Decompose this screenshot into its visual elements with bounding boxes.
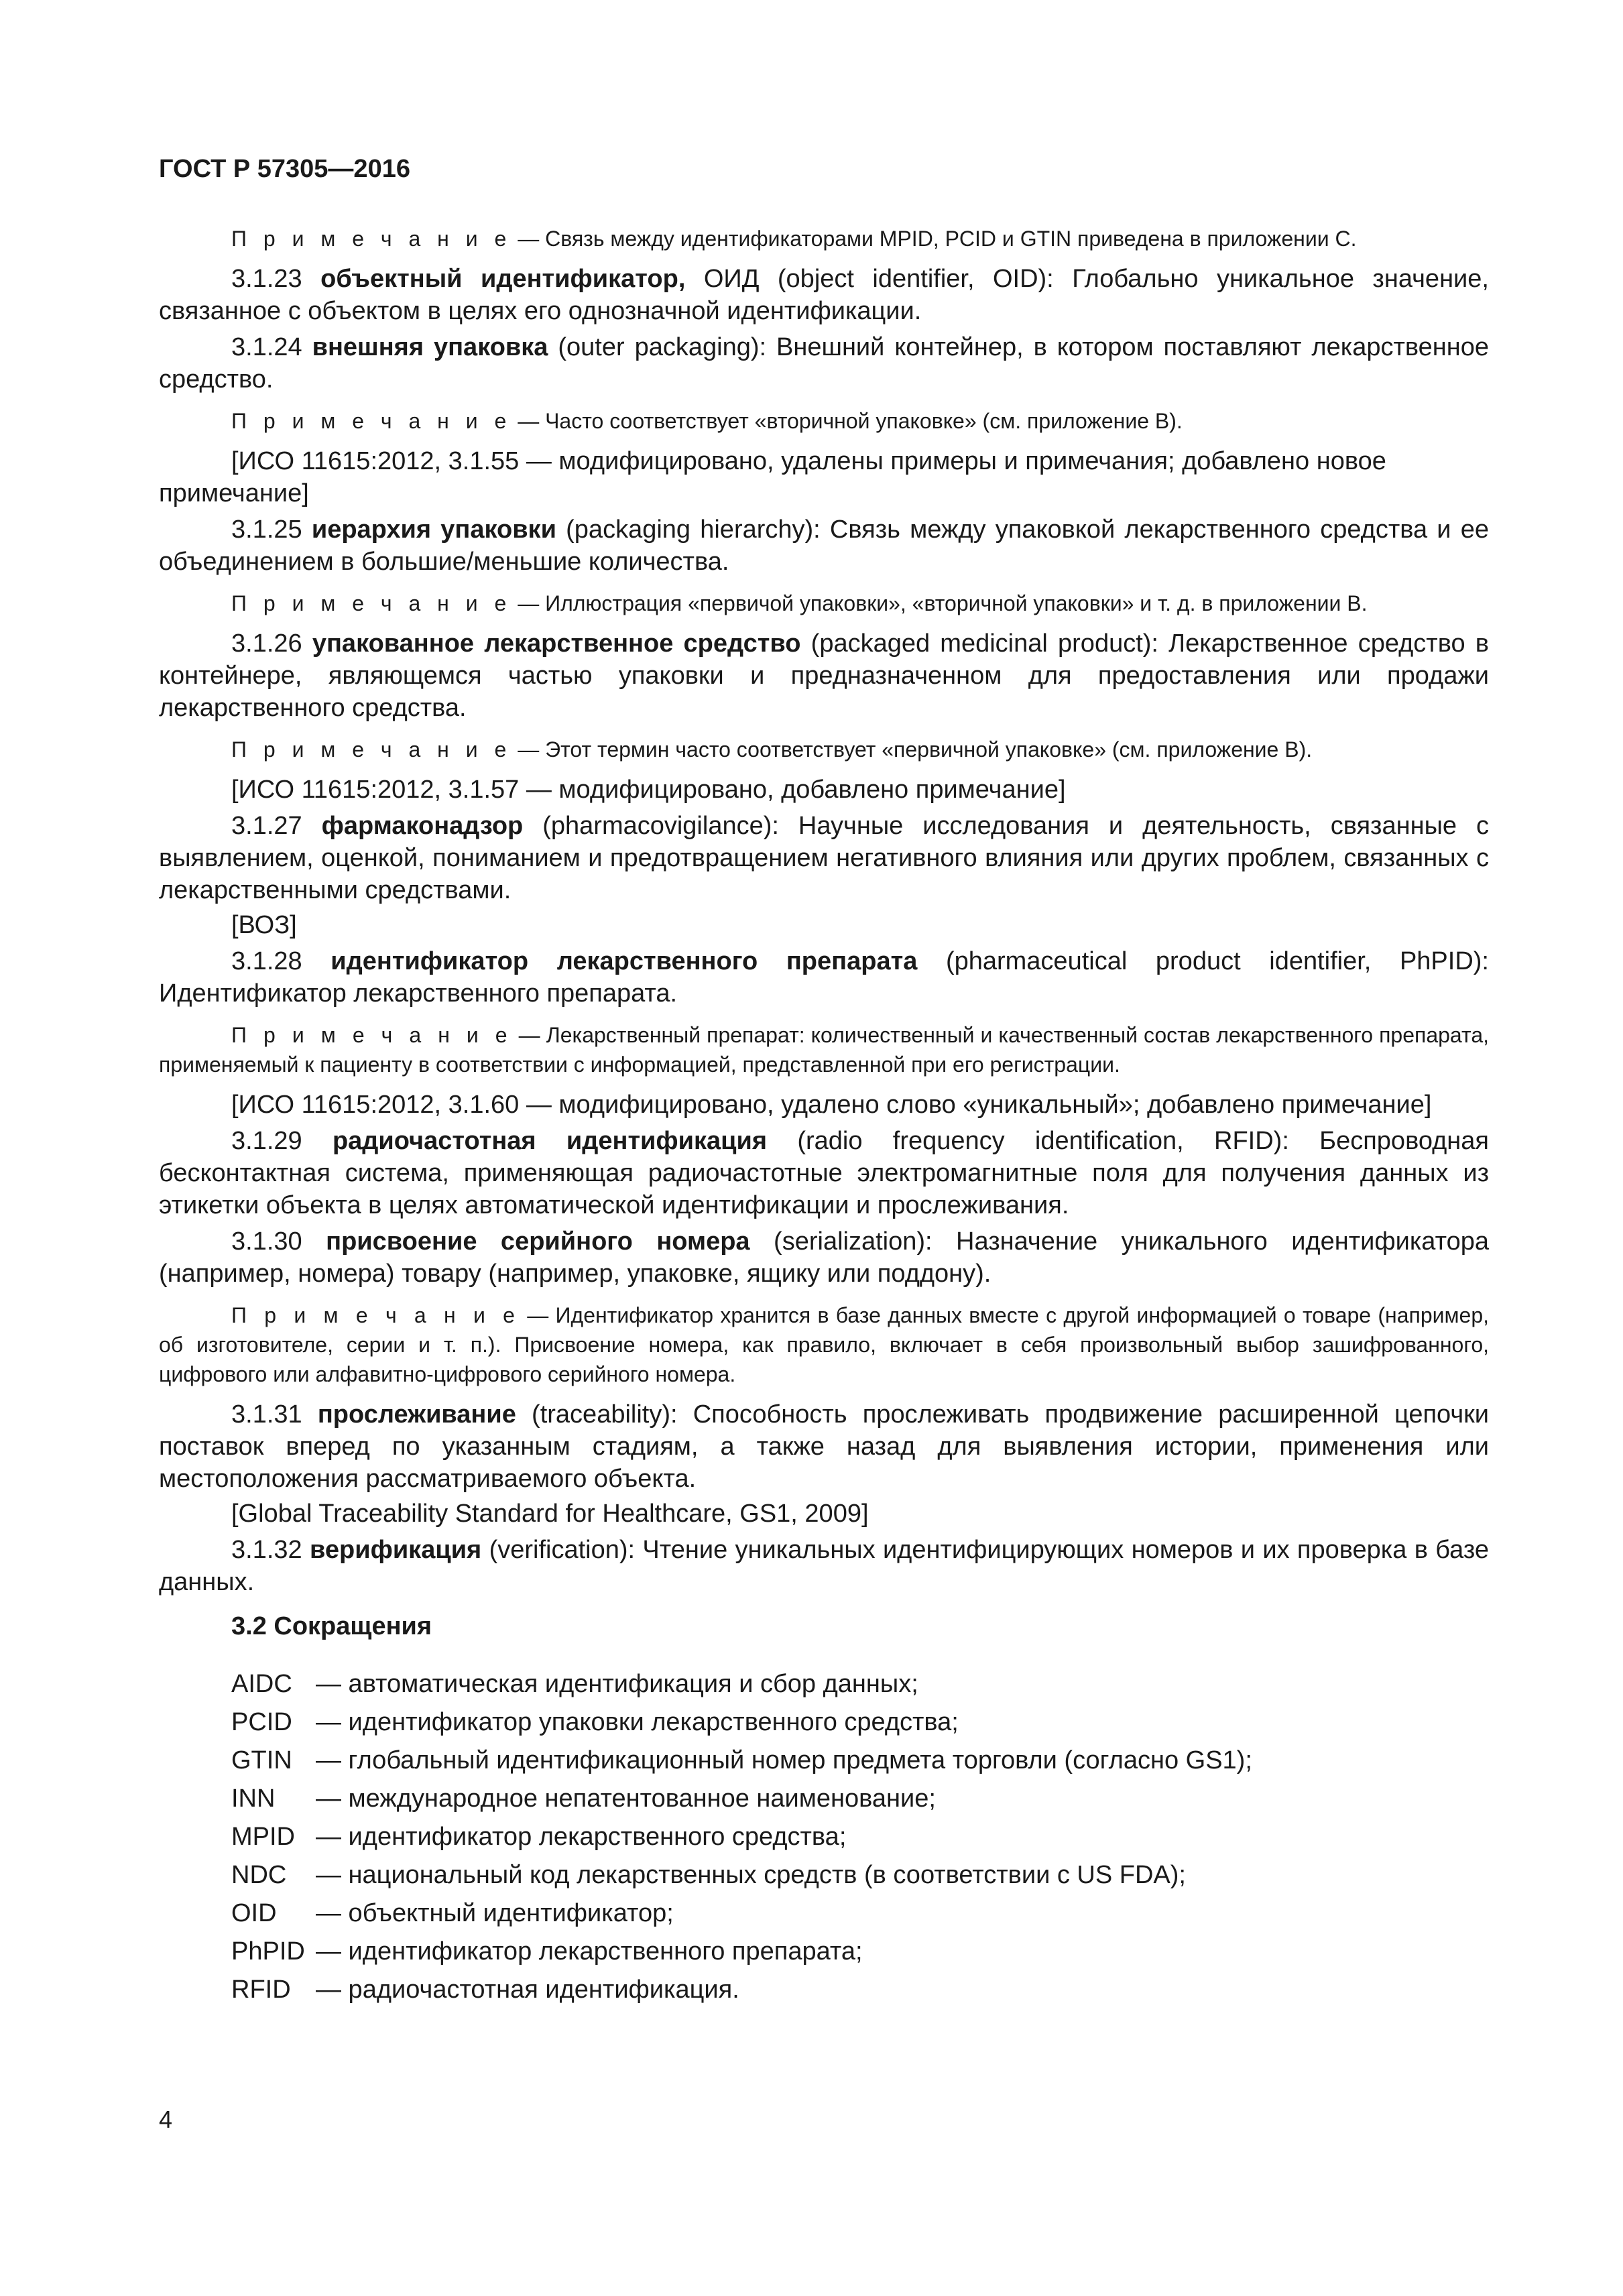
abbreviation-code: INN — [231, 1785, 276, 1813]
source-reference: [ИСО 11615:2012, 3.1.60 — модифицировано, удалено слово «уникальный»; добавлено примечание] — [231, 1091, 1432, 1119]
term-definition: (pharmaceutical product identifier, PhPID): Идентификатор лекарственного препарата. — [159, 947, 1489, 1008]
term-3-1-25 — [159, 513, 1489, 578]
abbreviation-code: AIDC — [231, 1670, 292, 1698]
term-name: упакованное лекарственное средство — [312, 629, 801, 658]
note-text: — Часто соответствует «вторичной упаковке» (см. приложение В). — [518, 409, 1183, 433]
abbreviation-code: RFID — [231, 1976, 291, 2004]
term-3-1-31 — [159, 1398, 1489, 1495]
term-definition: (packaging hierarchy): Связь между упаковкой лекарственного средства и ее объединением в большие/меньшие количества. — [159, 516, 1489, 576]
term-number: 3.1.31 — [231, 1400, 318, 1429]
term-3-1-32 — [159, 1534, 1489, 1598]
term-definition: ОИД (object identifier, OID): Глобально уникальное значение, связанное с объектом в целях его однозначной идентификации. — [159, 265, 1489, 325]
term-name: прослеживание — [317, 1400, 516, 1429]
note-label: П р и м е ч а н и е — [231, 409, 512, 433]
abbreviation-item — [231, 1742, 1489, 1780]
term-number: 3.1.28 — [231, 947, 331, 975]
term-number: 3.1.30 — [231, 1227, 326, 1256]
abbreviation-item — [231, 1894, 1489, 1933]
term-definition: (verification): Чтение уникальных идентифицирующих номеров и их проверка в базе данных. — [159, 1536, 1489, 1596]
term-name: внешняя упаковка — [312, 333, 548, 361]
term-number: 3.1.24 — [231, 333, 312, 361]
abbreviation-code: PCID — [231, 1708, 292, 1736]
abbreviation-code: PhPID — [231, 1937, 305, 1966]
term-3-1-23 — [159, 263, 1489, 327]
abbreviation-description: — идентификатор лекарственного препарата; — [316, 1937, 863, 1966]
abbreviation-item — [231, 1933, 1489, 1971]
abbreviation-description: — идентификатор лекарственного средства; — [316, 1823, 847, 1851]
document-header: ГОСТ Р 57305—2016 — [159, 155, 410, 183]
note-text: — Лекарственный препарат: количественный и качественный состав лекарственного препарата, применяемый к пациенту в соответствии с информацией, представленной при его регистрации. — [159, 1023, 1490, 1077]
term-3-1-26 — [159, 627, 1489, 724]
note — [159, 1301, 1489, 1389]
term-3-1-30 — [159, 1225, 1489, 1290]
note — [159, 406, 1489, 436]
term-definition: (pharmacovigilance): Научные исследования и деятельность, связанные с выявлением, оценкой, пониманием и предотвращением негативного влияния или других проблем, связанных с лекарственными средствами. — [159, 812, 1489, 904]
term-name: иерархия упаковки — [311, 516, 556, 544]
term-3-1-27 — [159, 810, 1489, 906]
source-reference: [ИСО 11615:2012, 3.1.57 — модифицировано, добавлено примечание] — [231, 776, 1066, 804]
term-name: идентификатор лекарственного препарата — [330, 947, 918, 975]
note-label: П р и м е ч а н и е — [231, 737, 512, 762]
abbreviation-item — [231, 1703, 1489, 1742]
note — [159, 1020, 1489, 1079]
term-definition: (outer packaging): Внешний контейнер, в котором поставляют лекарственное средство. — [159, 333, 1490, 394]
abbreviation-item — [231, 1856, 1489, 1894]
abbreviation-item — [231, 1818, 1489, 1856]
abbreviation-code: GTIN — [231, 1746, 292, 1774]
abbreviation-description: — глобальный идентификационный номер предмета торговли (согласно GS1); — [316, 1746, 1252, 1774]
note — [159, 589, 1489, 618]
source-reference: [Global Traceability Standard for Healthcare, GS1, 2009] — [231, 1500, 869, 1528]
abbreviation-item — [231, 1780, 1489, 1818]
note-text: — Идентификатор хранится в базе данных вместе с другой информацией о товаре (например, об изготовителе, серии и т. п.). Присвоение номера, как правило, включает в себя произвольный выбор зашифрованного, цифрового или алфавитно-цифрового серийного номера. — [159, 1303, 1490, 1386]
abbreviation-list — [159, 1665, 1489, 2009]
term-number: 3.1.27 — [231, 812, 322, 840]
term-number: 3.1.32 — [231, 1536, 310, 1564]
abbreviation-code: MPID — [231, 1823, 295, 1851]
term-number: 3.1.26 — [231, 629, 312, 658]
note-text: — Иллюстрация «первичой упаковки», «вторичной упаковки» и т. д. в приложении В. — [518, 591, 1368, 615]
note-label: П р и м е ч а н и е — [231, 1023, 513, 1047]
abbreviation-description: — автоматическая идентификация и сбор данных; — [316, 1670, 918, 1698]
document-body — [159, 213, 1489, 2009]
note-label: П р и м е ч а н и е — [231, 1303, 520, 1327]
note — [159, 224, 1489, 253]
note-text: — Этот термин часто соответствует «первичной упаковке» (см. приложение В). — [518, 737, 1313, 762]
source-reference: [ВОЗ] — [231, 911, 297, 939]
term-3-1-29 — [159, 1125, 1489, 1221]
abbreviation-description: — национальный код лекарственных средств (в соответствии с US FDA); — [316, 1861, 1186, 1889]
page-number: 4 — [159, 2106, 173, 2133]
term-name: верификация — [310, 1536, 482, 1564]
abbreviation-item — [231, 1665, 1489, 1703]
note-label: П р и м е ч а н и е — [231, 227, 512, 251]
term-number: 3.1.29 — [231, 1127, 333, 1155]
abbreviation-description: — объектный идентификатор; — [316, 1899, 674, 1927]
note — [159, 735, 1489, 764]
term-3-1-28 — [159, 945, 1489, 1010]
abbreviation-description: — международное непатентованное наименование; — [316, 1785, 936, 1813]
term-number: 3.1.23 — [231, 265, 321, 293]
note-label: П р и м е ч а н и е — [231, 591, 512, 615]
abbreviation-description: — идентификатор упаковки лекарственного средства; — [316, 1708, 959, 1736]
note-text: — Связь между идентификаторами MPID, PCID и GTIN приведена в приложении С. — [518, 227, 1357, 251]
term-name: радиочастотная идентификация — [332, 1127, 768, 1155]
term-name: присвоение серийного номера — [326, 1227, 750, 1256]
term-number: 3.1.25 — [231, 516, 312, 544]
section-heading: 3.2 Сокращения — [231, 1612, 432, 1640]
term-definition: (serialization): Назначение уникального идентификатора (например, номера) товару (например, упаковке, ящику или поддону). — [159, 1227, 1489, 1288]
term-name: объектный идентификатор, — [320, 265, 686, 293]
abbreviation-description: — радиочастотная идентификация. — [316, 1976, 739, 2004]
abbreviation-item — [231, 1971, 1489, 2009]
source-reference: [ИСО 11615:2012, 3.1.55 — модифицировано, удалены примеры и примечания; добавлено новое примечание] — [159, 447, 1386, 507]
term-name: фармаконадзор — [321, 812, 524, 840]
term-definition: (radio frequency identification, RFID): Беспроводная бесконтактная система, применяющая радиочастотные электромагнитные поля для получения данных из этикетки объекта в целях автоматической идентификации и прослеживания. — [159, 1127, 1489, 1219]
abbreviation-code: NDC — [231, 1861, 287, 1889]
term-definition: (packaged medicinal product): Лекарственное средство в контейнере, являющемся частью упаковки и предназначенном для предоставления или продажи лекарственного средства. — [159, 629, 1489, 722]
abbreviation-code: OID — [231, 1899, 277, 1927]
term-3-1-24 — [159, 331, 1489, 396]
term-definition: (traceability): Способность прослеживать продвижение расширенной цепочки поставок вперед по указанным стадиям, а также назад для выявления истории, применения или местоположения рассматриваемого объекта. — [159, 1400, 1489, 1493]
